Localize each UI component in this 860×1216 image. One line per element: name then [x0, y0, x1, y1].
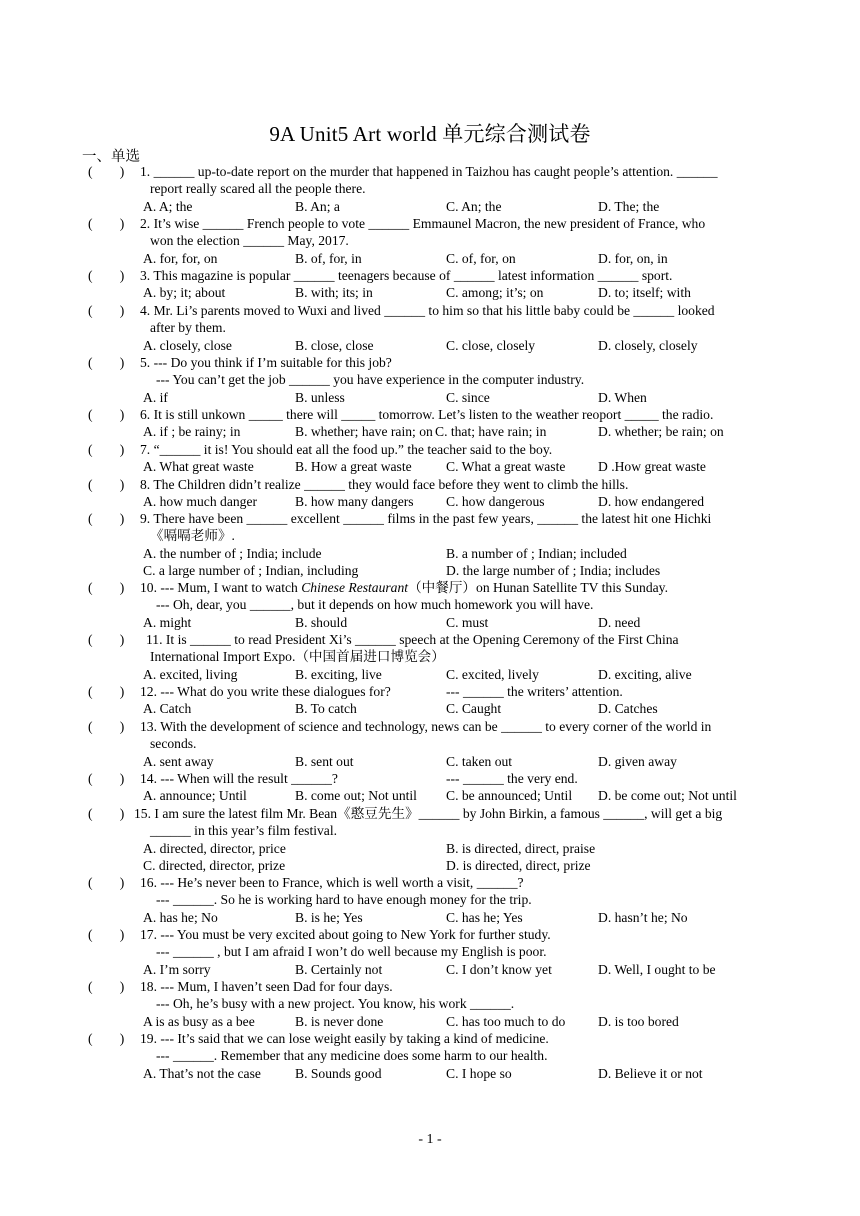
- option-c: C. since: [446, 389, 490, 405]
- answer-blank[interactable]: ( ): [88, 632, 125, 647]
- answer-blank[interactable]: ( ): [88, 806, 125, 821]
- option-c: C. taken out: [446, 753, 513, 769]
- question-10: [88, 579, 780, 631]
- option-b: B. whether; have rain; on: [295, 424, 433, 440]
- answer-blank[interactable]: ( ): [88, 511, 125, 526]
- dialogue-reply: --- Oh, dear, you ______, but it depends on how much homework you will have.: [156, 597, 594, 613]
- question-text: 6. It is still unkown _____ there will _____ tomorrow. Let’s listen to the weather reoport _____ the radio.: [140, 407, 714, 422]
- option-d: D. exciting, alive: [598, 666, 692, 682]
- question-text: 18. --- Mum, I haven’t seen Dad for four days.: [140, 979, 393, 994]
- option-c: C. has too much to do: [446, 1013, 566, 1029]
- option-a: A. has he; No: [143, 909, 218, 925]
- page-title: 9A Unit5 Art world 单元综合测试卷: [269, 122, 591, 146]
- question-text: 16. --- He’s never been to France, which is well worth a visit, ______?: [140, 875, 524, 890]
- options-row: [143, 545, 780, 562]
- options-row: [143, 250, 780, 267]
- question-text: 11. It is ______ to read President Xi’s ______ speech at the Opening Ceremony of the First China: [146, 632, 679, 647]
- question-text-continued: won the election ______ May, 2017.: [150, 233, 349, 249]
- option-c: C. I don’t know yet: [446, 961, 552, 977]
- options-row: [143, 562, 780, 579]
- question-4: [88, 302, 780, 354]
- question-text: 9. There have been ______ excellent ______ films in the past few years, ______ the latest hit one Hichki: [140, 511, 712, 526]
- option-c: C. among; it’s; on: [446, 285, 544, 301]
- answer-blank[interactable]: ( ): [88, 268, 125, 283]
- options-row: [143, 700, 780, 717]
- option-a: A. if: [143, 389, 168, 405]
- option-b: B. An; a: [295, 198, 340, 214]
- question-text-continued: after by them.: [150, 320, 226, 336]
- answer-blank[interactable]: ( ): [88, 927, 125, 942]
- option-a: A. how much danger: [143, 494, 258, 510]
- options-row: [143, 1065, 780, 1082]
- option-a: A. by; it; about: [143, 285, 226, 301]
- option-b: B. come out; Not until: [295, 788, 417, 804]
- option-a: A. for, for, on: [143, 250, 218, 266]
- options-row: [143, 614, 780, 631]
- option-d: D. how endangered: [598, 494, 705, 510]
- question-text: 14. --- When will the result ______?: [140, 771, 338, 786]
- dialogue-reply: --- You can’t get the job ______ you have experience in the computer industry.: [156, 372, 585, 388]
- option-a: A. might: [143, 614, 192, 630]
- option-b: B. unless: [295, 389, 345, 405]
- option-b: B. is directed, direct, praise: [446, 840, 596, 856]
- options-row: [143, 787, 780, 804]
- question-9: [88, 510, 780, 580]
- option-b: B. is he; Yes: [295, 909, 363, 925]
- question-text-continued: ______ in this year’s film festival.: [150, 823, 338, 839]
- question-text: 2. It’s wise ______ French people to vote ______ Emmaunel Macron, the new president of France, who: [140, 216, 706, 231]
- option-a: A. announce; Until: [143, 788, 247, 804]
- question-19: [88, 1030, 780, 1082]
- question-text: 10. --- Mum, I want to watch: [140, 580, 302, 595]
- option-b: B. Sounds good: [295, 1065, 382, 1081]
- option-a: A. directed, director, price: [143, 840, 286, 856]
- question-text-continued: report really scared all the people there.: [150, 181, 366, 197]
- question-text-end: （中餐厅）on Hunan Satellite TV this Sunday.: [408, 580, 668, 595]
- answer-blank[interactable]: ( ): [88, 684, 125, 699]
- page-number: - 1 -: [418, 1132, 442, 1147]
- option-d: D .How great waste: [598, 459, 706, 475]
- option-c: C. I hope so: [446, 1065, 512, 1081]
- option-d: D. to; itself; with: [598, 285, 691, 301]
- answer-blank[interactable]: ( ): [88, 164, 125, 179]
- options-row: [143, 458, 780, 475]
- option-d: D. the large number of ; India; includes: [446, 563, 661, 579]
- option-b: B. a number of ; Indian; included: [446, 545, 627, 561]
- option-a: A. if ; be rainy; in: [143, 424, 241, 440]
- question-17: [88, 926, 780, 978]
- dialogue-reply: --- Oh, he’s busy with a new project. You know, his work ______.: [156, 996, 515, 1012]
- option-d: D. Believe it or not: [598, 1065, 703, 1081]
- question-15: [88, 805, 780, 875]
- question-text: 8. The Children didn’t realize ______ they would face before they went to climb the hills.: [140, 477, 629, 492]
- option-d: D. given away: [598, 753, 677, 769]
- options-row: [143, 423, 780, 440]
- question-text: 15. I am sure the latest film Mr. Bean《憨豆先生》______ by John Birkin, a famous ______, will get a big: [134, 806, 723, 821]
- question-18: [88, 978, 780, 1030]
- question-text: 19. --- It’s said that we can lose weight easily by taking a kind of medicine.: [140, 1031, 549, 1046]
- option-d: D. be come out; Not until: [598, 788, 737, 804]
- option-d: D. The; the: [598, 198, 660, 214]
- options-row: [143, 961, 780, 978]
- question-text: 13. With the development of science and technology, news can be ______ to every corner of the world in: [140, 719, 712, 734]
- answer-blank[interactable]: ( ): [88, 875, 125, 890]
- show-title: Chinese Restaurant: [301, 580, 409, 595]
- question-6: [88, 406, 780, 441]
- option-c: C. directed, director, prize: [143, 858, 286, 874]
- section-heading: 一、单选: [82, 149, 140, 165]
- option-c: C. excited, lively: [446, 666, 539, 682]
- question-5: [88, 354, 780, 406]
- question-12: [88, 683, 780, 718]
- question-13: [88, 718, 780, 770]
- question-16: [88, 874, 780, 926]
- option-b: B. with; its; in: [295, 285, 373, 301]
- option-c: C. how dangerous: [446, 494, 545, 510]
- option-d: D. closely, closely: [598, 337, 698, 353]
- option-b: B. exciting, live: [295, 666, 382, 682]
- options-row: [143, 389, 780, 406]
- question-text: 12. --- What do you write these dialogues for?: [140, 684, 391, 699]
- question-8: [88, 476, 780, 511]
- question-11: [88, 631, 780, 683]
- option-a: A. Catch: [143, 701, 192, 717]
- option-b: B. sent out: [295, 753, 354, 769]
- option-b: B. close, close: [295, 337, 374, 353]
- option-a: A. That’s not the case: [143, 1065, 261, 1081]
- answer-blank[interactable]: ( ): [88, 216, 125, 231]
- answer-blank[interactable]: ( ): [88, 355, 125, 370]
- answer-blank[interactable]: ( ): [88, 771, 125, 786]
- option-b: B. is never done: [295, 1013, 384, 1029]
- option-a: A. I’m sorry: [143, 961, 211, 977]
- option-b: B. should: [295, 614, 348, 630]
- option-b: B. How a great waste: [295, 459, 412, 475]
- question-text: 4. Mr. Li’s parents moved to Wuxi and lived ______ to him so that his little baby could be ______ looked: [140, 303, 715, 318]
- option-a: A. excited, living: [143, 666, 238, 682]
- option-c: C. must: [446, 614, 489, 630]
- option-d: D. whether; be rain; on: [598, 424, 724, 440]
- options-row: [143, 337, 780, 354]
- options-row: [143, 284, 780, 301]
- options-row: [143, 666, 780, 683]
- option-d: D. is too bored: [598, 1013, 679, 1029]
- option-a: A. the number of ; India; include: [143, 545, 322, 561]
- option-b: B. how many dangers: [295, 494, 414, 510]
- option-d: D. hasn’t he; No: [598, 909, 688, 925]
- option-c: C. close, closely: [446, 337, 536, 353]
- options-row: [143, 840, 780, 857]
- dialogue-reply: --- ______. So he is working hard to have enough money for the trip.: [156, 892, 532, 908]
- option-c: C. What a great waste: [446, 459, 566, 475]
- option-c: C. be announced; Until: [446, 788, 573, 804]
- options-row: [143, 753, 780, 770]
- option-a: A is as busy as a bee: [143, 1013, 255, 1029]
- option-b: B. To catch: [295, 701, 357, 717]
- dialogue-reply: --- ______. Remember that any medicine does some harm to our health.: [156, 1048, 548, 1064]
- question-text: 1. ______ up-to-date report on the murder that happened in Taizhou has caught people’s attention. ______: [140, 164, 718, 179]
- option-c: C. of, for, on: [446, 250, 516, 266]
- question-3: [88, 267, 780, 302]
- answer-blank[interactable]: ( ): [88, 442, 125, 457]
- option-d: D. is directed, direct, prize: [446, 858, 591, 874]
- question-text: 7. “______ it is! You should eat all the food up.” the teacher said to the boy.: [140, 442, 553, 457]
- option-d: D. Catches: [598, 701, 658, 717]
- option-c: C. that; have rain; in: [435, 424, 547, 440]
- option-a: A. A; the: [143, 198, 193, 214]
- answer-blank[interactable]: ( ): [88, 979, 125, 994]
- options-row: [143, 493, 780, 510]
- options-row: [143, 1013, 780, 1030]
- question-text: 5. --- Do you think if I’m suitable for this job?: [140, 355, 392, 370]
- option-d: D. need: [598, 614, 641, 630]
- option-b: B. Certainly not: [295, 961, 383, 977]
- question-text: 17. --- You must be very excited about going to New York for further study.: [140, 927, 551, 942]
- question-text: 3. This magazine is popular ______ teenagers because of ______ latest information ______ sport.: [140, 268, 673, 283]
- options-row: [143, 857, 780, 874]
- option-c: C. has he; Yes: [446, 909, 523, 925]
- question-7: [88, 441, 780, 476]
- dialogue-reply: --- ______ the very end.: [446, 771, 578, 786]
- option-c: C. An; the: [446, 198, 502, 214]
- options-row: [143, 909, 780, 926]
- options-row: [143, 198, 780, 215]
- answer-blank[interactable]: ( ): [88, 1031, 125, 1046]
- question-2: [88, 215, 780, 267]
- answer-blank[interactable]: ( ): [88, 303, 125, 318]
- answer-blank[interactable]: ( ): [88, 477, 125, 492]
- answer-blank[interactable]: ( ): [88, 719, 125, 734]
- option-a: A. closely, close: [143, 337, 232, 353]
- question-1: [88, 163, 780, 215]
- option-b: B. of, for, in: [295, 250, 362, 266]
- question-14: [88, 770, 780, 805]
- dialogue-reply: --- ______ the writers’ attention.: [446, 684, 623, 699]
- question-text-continued: seconds.: [150, 736, 197, 752]
- option-c: C. a large number of ; Indian, including: [143, 563, 359, 579]
- option-a: A. What great waste: [143, 459, 254, 475]
- option-d: D. When: [598, 389, 647, 405]
- answer-blank[interactable]: ( ): [88, 407, 125, 422]
- question-text-continued: 《嗝嗝老师》.: [150, 528, 235, 544]
- option-a: A. sent away: [143, 753, 214, 769]
- option-d: D. for, on, in: [598, 250, 668, 266]
- dialogue-reply: --- ______ , but I am afraid I won’t do well because my English is poor.: [156, 944, 547, 960]
- answer-blank[interactable]: ( ): [88, 580, 125, 595]
- question-text-continued: International Import Expo.（中国首届进口博览会）: [150, 649, 445, 665]
- option-d: D. Well, I ought to be: [598, 961, 716, 977]
- option-c: C. Caught: [446, 701, 502, 717]
